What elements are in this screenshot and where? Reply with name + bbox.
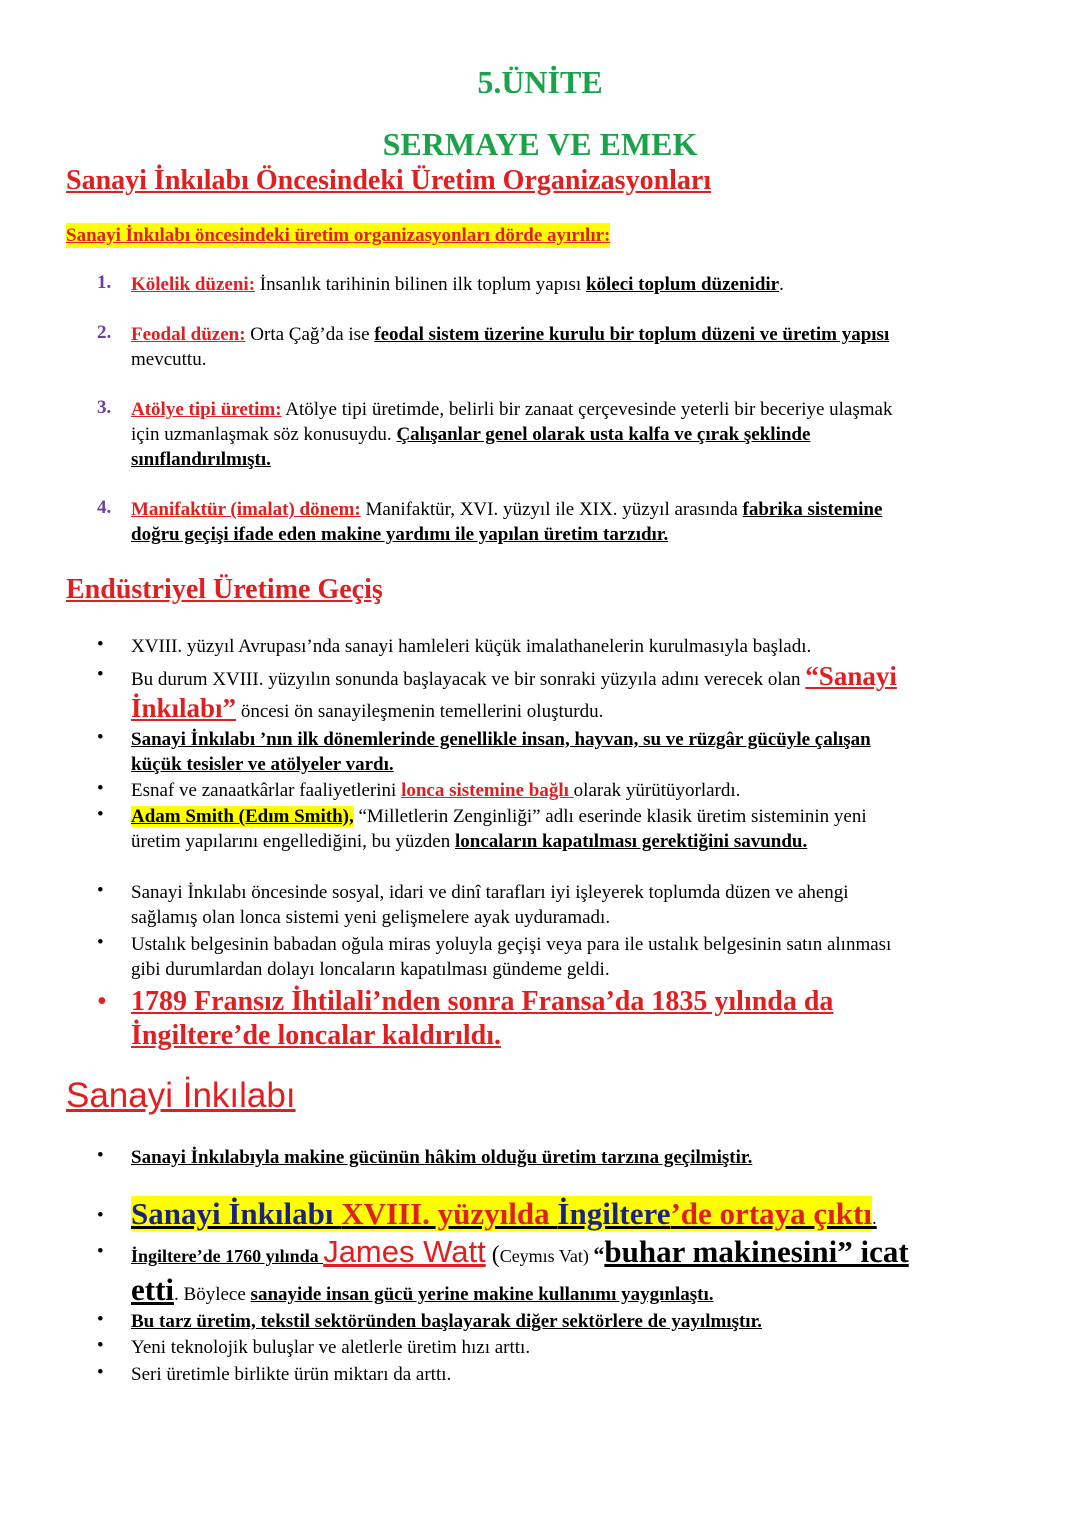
list-number: 2. — [97, 322, 112, 343]
bullet-icon: • — [97, 1205, 104, 1226]
bullet-icon: • — [97, 1335, 104, 1356]
list-item-workshop: Atölye tipi üretim: Atölye tipi üretimde, belirli bir zanaat çerçevesinde yeterli bir beceriye ulaşmak — [131, 399, 893, 420]
bullet-item-highlight-cont: İngiltere’de loncalar kaldırıldı. — [131, 1020, 501, 1051]
bullet-icon: • — [97, 986, 107, 1017]
bullet-item-cont: sağlamış olan lonca sistemi yeni gelişmelere ayak uyduramadı. — [131, 907, 611, 928]
bullet-icon: • — [97, 664, 104, 685]
term-label: Manifaktür (imalat) dönem: — [131, 499, 361, 520]
list-item-manufacture: Manifaktür (imalat) dönem: Manifaktür, XVI. yüzyıl ile XIX. yüzyıl arasında fabrika sistemine — [131, 499, 883, 520]
section-heading-industrial-transition: Endüstriyel Üretime Geçiş — [66, 574, 383, 605]
bullet-item-cont: küçük tesisler ve atölyeler vardı. — [131, 754, 394, 775]
unit-title: 5.ÜNİTE — [477, 64, 603, 100]
bullet-item-highlight: Sanayi İnkılabı XVIII. yüzyılda İngiltere’de ortaya çıktı. — [131, 1196, 877, 1231]
bullet-item: Seri üretimle birlikte ürün miktarı da arttı. — [131, 1364, 452, 1385]
section-heading-production-organizations: Sanayi İnkılabı Öncesindeki Üretim Organizasyonları — [66, 165, 712, 196]
bullet-icon: • — [97, 804, 104, 825]
bullet-icon: • — [97, 880, 104, 901]
list-item-workshop-cont2: sınıflandırılmıştı. — [131, 449, 271, 470]
bullet-item: Sanayi İnkılabıyla makine gücünün hâkim olduğu üretim tarzına geçilmiştir. — [131, 1147, 753, 1168]
bullet-item-cont: İnkılabı” öncesi ön sanayileşmenin temellerini oluşturdu. — [131, 693, 604, 723]
list-item-feudal-cont: mevcuttu. — [131, 349, 207, 370]
list-number: 4. — [97, 497, 112, 518]
bullet-item-highlight: 1789 Fransız İhtilali’nden sonra Fransa’da 1835 yılında da — [131, 986, 834, 1017]
bullet-item-cont: etti. Böylece sanayide insan gücü yerine makine kullanımı yaygınlaştı. — [131, 1272, 714, 1307]
list-item-slavery: Kölelik düzeni: İnsanlık tarihinin bilinen ilk toplum yapısı köleci toplum düzenidir. — [131, 274, 784, 295]
list-item-workshop-cont: için uzmanlaşmak söz konusuydu. Çalışanlar genel olarak usta kalfa ve çırak şeklinde — [131, 424, 811, 445]
bullet-item: XVIII. yüzyıl Avrupası’nda sanayi hamleleri küçük imalathanelerin kurulmasıyla başladı. — [131, 636, 812, 657]
list-number: 3. — [97, 397, 112, 418]
bullet-item-cont: üretim yapılarını engellediğini, bu yüzden loncaların kapatılması gerektiğini savundu. — [131, 831, 808, 852]
page-title: SERMAYE VE EMEK — [382, 126, 698, 162]
list-item-feudal: Feodal düzen: Orta Çağ’da ise feodal sistem üzerine kurulu bir toplum düzeni ve üretim yapısı — [131, 324, 890, 345]
bullet-item: Ustalık belgesinin babadan oğula miras yoluyla geçişi veya para ile ustalık belgesinin satın alınması — [131, 934, 892, 955]
bullet-icon: • — [97, 1362, 104, 1383]
bullet-item: Adam Smith (Edım Smith), “Milletlerin Zenginliği” adlı eserinde klasik üretim sisteminin yeni — [131, 806, 867, 827]
bullet-icon: • — [97, 778, 104, 799]
list-number: 1. — [97, 272, 112, 293]
bullet-icon: • — [97, 727, 104, 748]
bullet-icon: • — [97, 1309, 104, 1330]
bullet-item: İngiltere’de 1760 yılında James Watt (Ceymıs Vat) “buhar makinesini” icat — [131, 1234, 909, 1269]
bullet-icon: • — [97, 634, 104, 655]
bullet-item: Sanayi İnkılabı öncesinde sosyal, idari ve dinî tarafları iyi işleyerek toplumda düzen ve ahengi — [131, 882, 849, 903]
bullet-item: Bu durum XVIII. yüzyılın sonunda başlayacak ve bir sonraki yüzyıla adını verecek olan “Sanayi — [131, 661, 897, 691]
bullet-icon: • — [97, 932, 104, 953]
bullet-item: Yeni teknolojik buluşlar ve aletlerle üretim hızı arttı. — [131, 1337, 531, 1358]
term-label: Feodal düzen: — [131, 324, 246, 345]
bullet-item-cont: gibi durumlardan dolayı loncaların kapatılması gündeme geldi. — [131, 959, 610, 980]
section-heading-industrial-revolution: Sanayi İnkılabı — [66, 1076, 296, 1115]
term-label: Atölye tipi üretim: — [131, 399, 282, 420]
term-label: Kölelik düzeni: — [131, 274, 256, 295]
section-intro: Sanayi İnkılabı öncesindeki üretim organizasyonları dörde ayırılır: — [66, 225, 611, 246]
bullet-item: Sanayi İnkılabı ’nın ilk dönemlerinde genellikle insan, hayvan, su ve rüzgâr gücüyle çalışan — [131, 729, 871, 750]
bullet-icon: • — [97, 1145, 104, 1166]
bullet-icon: • — [97, 1241, 104, 1262]
bullet-item: Esnaf ve zanaatkârlar faaliyetlerini lonca sistemine bağlı olarak yürütüyorlardı. — [131, 780, 741, 801]
list-item-manufacture-cont: doğru geçişi ifade eden makine yardımı ile yapılan üretim tarzıdır. — [131, 524, 669, 545]
bullet-item: Bu tarz üretim, tekstil sektöründen başlayarak diğer sektörlere de yayılmıştır. — [131, 1311, 763, 1332]
